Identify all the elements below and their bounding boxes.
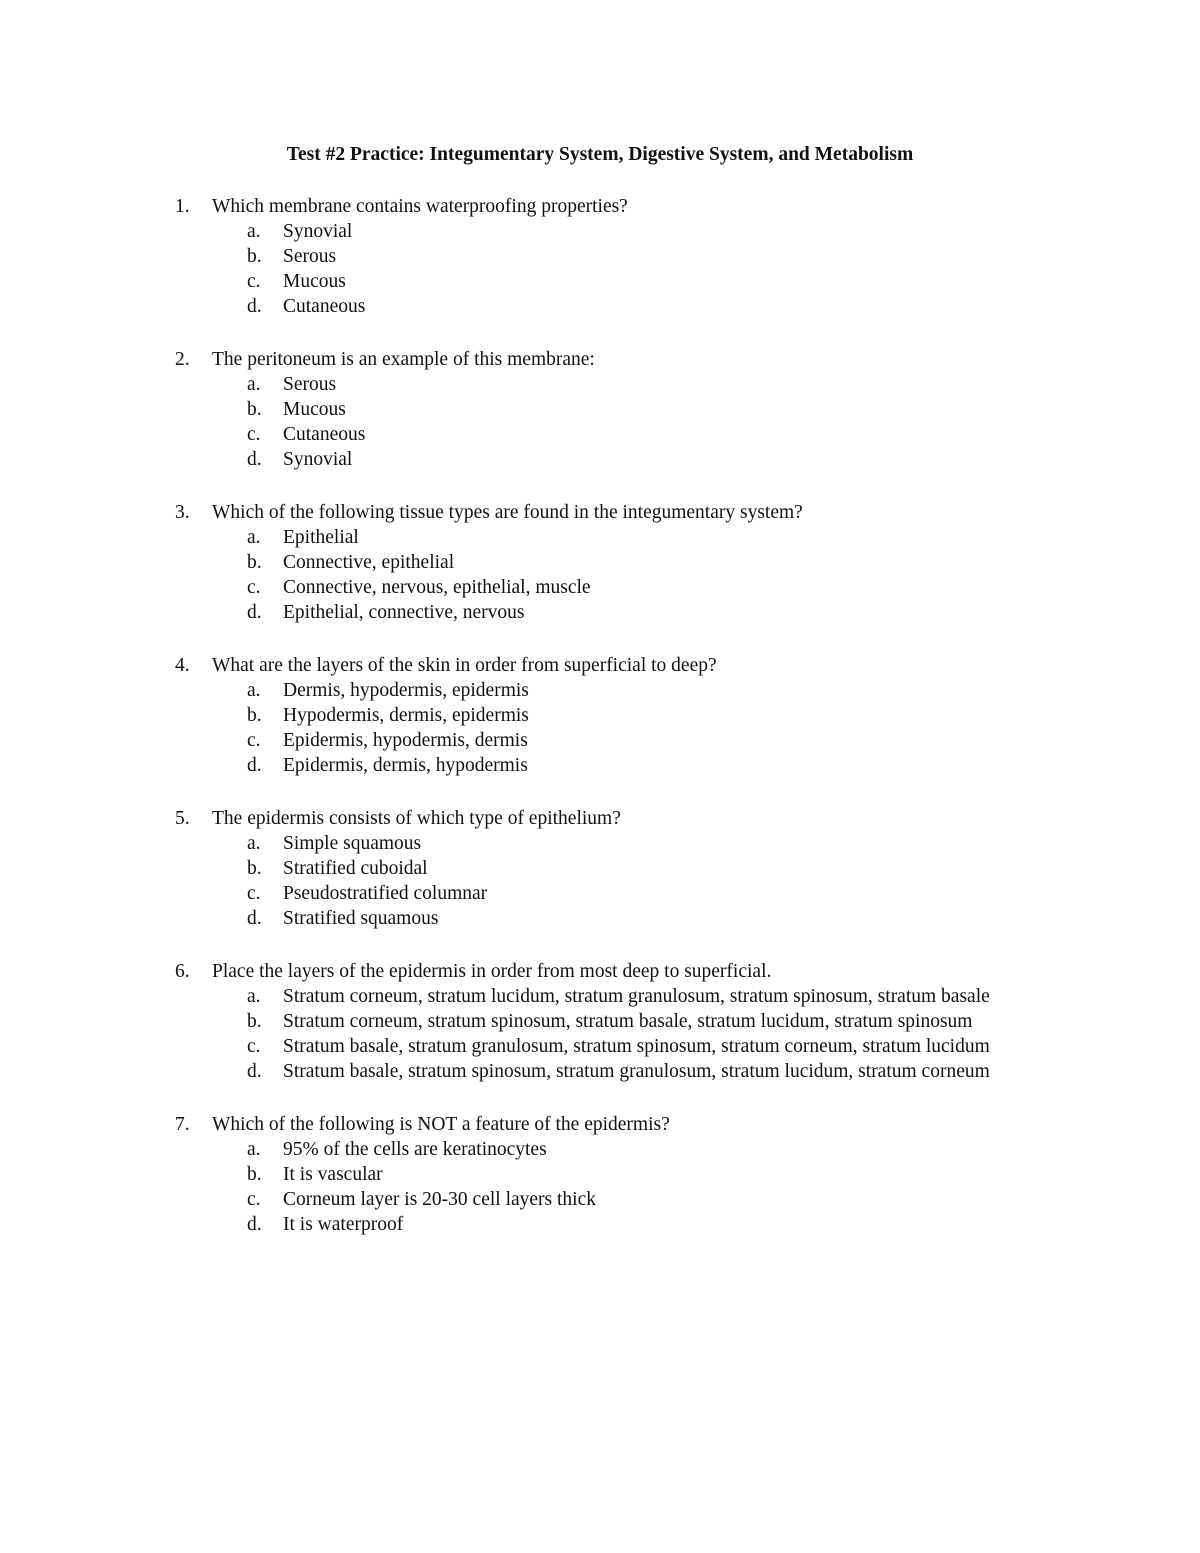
question-number: 7.: [175, 1114, 190, 1135]
answer-option: [0, 881, 1063, 906]
option-text: Epithelial, connective, nervous: [283, 602, 525, 623]
option-text: Stratum corneum, stratum spinosum, stratum basale, stratum lucidum, stratum spinosum: [283, 1011, 973, 1032]
option-text: Serous: [283, 374, 337, 395]
option-letter: c.: [247, 271, 261, 292]
answer-option: [0, 600, 1063, 625]
answer-option: [0, 906, 1063, 931]
option-list: [0, 678, 1200, 778]
option-letter: d.: [247, 1214, 262, 1235]
option-text: Synovial: [283, 449, 353, 470]
answer-option: [0, 1034, 1063, 1059]
option-letter: a.: [247, 680, 261, 701]
answer-option: [0, 269, 1063, 294]
option-text: Epidermis, dermis, hypodermis: [283, 755, 528, 776]
option-text: Stratum basale, stratum spinosum, stratum granulosum, stratum lucidum, stratum corneum: [283, 1061, 990, 1082]
answer-option: [0, 856, 1063, 881]
option-letter: b.: [247, 399, 262, 420]
option-letter: d.: [247, 755, 262, 776]
answer-option: [0, 525, 1063, 550]
option-letter: c.: [247, 883, 261, 904]
question-line: [0, 500, 1200, 525]
question-line: [0, 653, 1200, 678]
answer-option: [0, 753, 1063, 778]
option-letter: c.: [247, 1036, 261, 1057]
option-letter: a.: [247, 833, 261, 854]
answer-option: [0, 219, 1063, 244]
answer-option: [0, 397, 1063, 422]
question-text: What are the layers of the skin in order from superficial to deep?: [212, 655, 717, 676]
answer-option: [0, 1009, 1063, 1034]
option-text: Epithelial: [283, 527, 359, 548]
question-item: [0, 806, 1200, 931]
option-text: Simple squamous: [283, 833, 422, 854]
option-letter: a.: [247, 527, 261, 548]
answer-option: [0, 678, 1063, 703]
option-letter: a.: [247, 1139, 261, 1160]
option-list: [0, 219, 1200, 319]
answer-option: [0, 422, 1063, 447]
question-line: [0, 194, 1200, 219]
question-line: [0, 959, 1200, 984]
question-number: 5.: [175, 808, 190, 829]
option-text: Epidermis, hypodermis, dermis: [283, 730, 528, 751]
option-text: Corneum layer is 20-30 cell layers thick: [283, 1189, 596, 1210]
answer-option: [0, 1137, 1063, 1162]
question-text: The epidermis consists of which type of epithelium?: [212, 808, 621, 829]
question-item: [0, 500, 1200, 625]
option-letter: b.: [247, 858, 262, 879]
answer-option: [0, 1212, 1063, 1237]
answer-option: [0, 1162, 1063, 1187]
option-text: Mucous: [283, 271, 346, 292]
answer-option: [0, 447, 1063, 472]
question-line: [0, 347, 1200, 372]
option-text: Cutaneous: [283, 296, 366, 317]
option-text: Stratified squamous: [283, 908, 439, 929]
option-letter: b.: [247, 552, 262, 573]
option-letter: c.: [247, 424, 261, 445]
option-letter: c.: [247, 730, 261, 751]
option-letter: a.: [247, 374, 261, 395]
question-text: Place the layers of the epidermis in order from most deep to superficial.: [212, 961, 772, 982]
option-letter: d.: [247, 1061, 262, 1082]
option-list: [0, 831, 1200, 931]
option-letter: b.: [247, 1164, 262, 1185]
question-line: [0, 1112, 1200, 1137]
option-list: [0, 372, 1200, 472]
option-text: Synovial: [283, 221, 353, 242]
answer-option: [0, 1059, 1063, 1084]
option-text: Pseudostratified columnar: [283, 883, 488, 904]
option-letter: d.: [247, 449, 262, 470]
question-list: [0, 194, 1200, 1265]
question-number: 2.: [175, 349, 190, 370]
question-item: [0, 1112, 1200, 1237]
question-number: 6.: [175, 961, 190, 982]
option-text: Connective, nervous, epithelial, muscle: [283, 577, 591, 598]
option-text: It is vascular: [283, 1164, 383, 1185]
document-title: Test #2 Practice: Integumentary System, Digestive System, and Metabolism: [286, 144, 914, 165]
option-letter: c.: [247, 577, 261, 598]
option-text: Stratified cuboidal: [283, 858, 428, 879]
question-number: 3.: [175, 502, 190, 523]
option-text: Cutaneous: [283, 424, 366, 445]
option-text: Hypodermis, dermis, epidermis: [283, 705, 529, 726]
option-letter: a.: [247, 221, 261, 242]
answer-option: [0, 575, 1063, 600]
option-letter: d.: [247, 602, 262, 623]
option-text: Serous: [283, 246, 337, 267]
answer-option: [0, 1187, 1063, 1212]
answer-option: [0, 372, 1063, 397]
question-text: Which of the following is NOT a feature of the epidermis?: [212, 1114, 670, 1135]
option-list: [0, 984, 1200, 1084]
answer-option: [0, 984, 1063, 1009]
answer-option: [0, 244, 1063, 269]
option-letter: b.: [247, 705, 262, 726]
option-letter: b.: [247, 246, 262, 267]
option-letter: b.: [247, 1011, 262, 1032]
question-line: [0, 806, 1200, 831]
option-text: It is waterproof: [283, 1214, 404, 1235]
answer-option: [0, 831, 1063, 856]
option-letter: d.: [247, 908, 262, 929]
option-text: Connective, epithelial: [283, 552, 455, 573]
option-letter: c.: [247, 1189, 261, 1210]
option-text: 95% of the cells are keratinocytes: [283, 1139, 547, 1160]
option-text: Dermis, hypodermis, epidermis: [283, 680, 529, 701]
question-number: 4.: [175, 655, 190, 676]
question-item: [0, 959, 1200, 1084]
answer-option: [0, 550, 1063, 575]
question-number: 1.: [175, 196, 190, 217]
option-list: [0, 1137, 1200, 1237]
question-text: The peritoneum is an example of this membrane:: [212, 349, 595, 370]
option-text: Stratum corneum, stratum lucidum, stratum granulosum, stratum spinosum, stratum basale: [283, 986, 990, 1007]
question-item: [0, 194, 1200, 319]
answer-option: [0, 728, 1063, 753]
question-text: Which of the following tissue types are found in the integumentary system?: [212, 502, 803, 523]
option-text: Stratum basale, stratum granulosum, stratum spinosum, stratum corneum, stratum lucidum: [283, 1036, 990, 1057]
option-letter: a.: [247, 986, 261, 1007]
answer-option: [0, 703, 1063, 728]
answer-option: [0, 294, 1063, 319]
question-item: [0, 653, 1200, 778]
option-list: [0, 525, 1200, 625]
question-item: [0, 347, 1200, 472]
option-text: Mucous: [283, 399, 346, 420]
question-text: Which membrane contains waterproofing properties?: [212, 196, 628, 217]
option-letter: d.: [247, 296, 262, 317]
